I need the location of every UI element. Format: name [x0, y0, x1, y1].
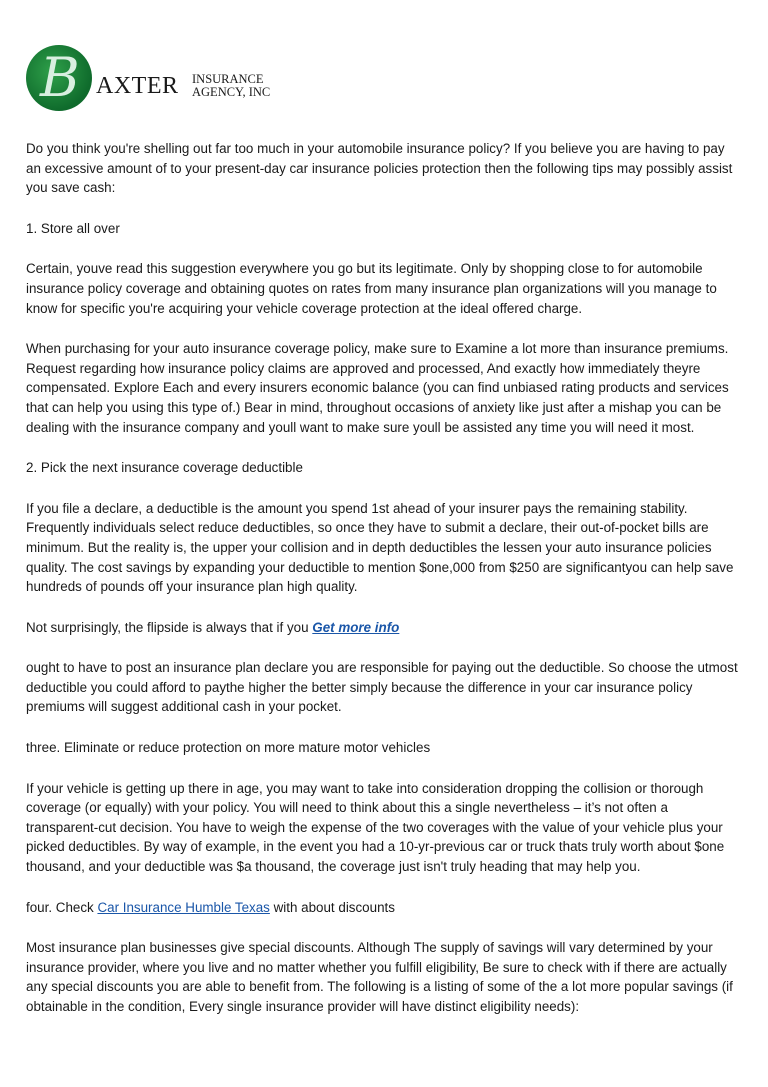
paragraph-deductible: If you file a declare, a deductible is the amount you spend 1st ahead of your insurer pays the remaining stability. Frequently individuals select reduce deductibles, so once they have to submit a declare, their out-of-pocket bills are minimum. But the reality is, the upper your collision and in depth deductibles the lessen your auto insurance policies quality. The cost savings by expanding your deductible to mention $one,000 from $250 are significantyou can help save hundreds of pounds off your insurance plan high quality. — [26, 500, 734, 595]
heading-discounts-after: with about discounts — [269, 899, 395, 915]
company-logo — [26, 45, 296, 117]
heading-store-all-over: 1. Store all over — [26, 220, 120, 236]
paragraph-post-declare: ought to have to post an insurance plan declare you are responsible for paying out the deductible. So choose the utmost deductible you could afford to paythe higher the better simply because the difference in your car insurance policy premiums will suggest additional cash in your pocket. — [26, 660, 738, 715]
car-insurance-humble-texas-link[interactable]: Car Insurance Humble Texas — [97, 899, 270, 915]
paragraph-shopping: Certain, youve read this suggestion everywhere you go but its legitimate. Only by shopping close to for automobile insurance policy coverage and obtaining quotes on rates from many insurance plan organizations will you manage to know for specific you're acquiring your vehicle coverage protection at the ideal offered charge. — [26, 261, 717, 316]
article-body — [26, 139, 740, 1038]
logo-line-agency: AGENCY, INC — [192, 85, 271, 99]
paragraph-intro: Do you think you're shelling out far too much in your automobile insurance policy? If you believe you are having to pay an excessive amount of to your present-day car insurance policies protection then the following tips may possibly assist you save cash: — [26, 141, 733, 196]
paragraph-get-more-info-text: Not surprisingly, the flipside is always that if you — [26, 619, 313, 635]
heading-deductible: 2. Pick the next insurance coverage deductible — [26, 460, 303, 476]
heading-discounts-before: four. Check — [26, 899, 98, 915]
logo-script-letter: B — [40, 46, 80, 109]
get-more-info-link[interactable]: Get more info — [312, 619, 400, 635]
heading-older-vehicles: three. Eliminate or reduce protection on more mature motor vehicles — [26, 740, 431, 756]
paragraph-purchasing: When purchasing for your auto insurance coverage policy, make sure to Examine a lot more than insurance premiums. Request regarding how insurance policy claims are approved and processed, And exactly how immediately theyre compensated. Explore Each and every insurers economic balance (you can find unbiased rating products and services that can help you using this type of.) Bear in mind, throughout occasions of anxiety like just after a mishap you can be dealing with the insurance company and youll want to make sure youll be assisted any time you will need it most. — [26, 341, 729, 435]
heading-discounts — [26, 898, 740, 918]
logo-brand-name: AXTER — [96, 73, 179, 99]
paragraph-get-more-info — [26, 618, 740, 638]
logo-subtitle — [192, 73, 270, 99]
logo-line-insurance: INSURANCE — [192, 72, 264, 86]
paragraph-discounts: Most insurance plan businesses give special discounts. Although The supply of savings will vary determined by your insurance provider, where you live and no matter whether you fulfill eligibility, Be sure to check with if there are actually any special discounts you are able to benefit from. The following is a listing of some of the a lot more popular savings (if obtainable in the condition, Every single insurance provider will have distinct eligibility needs): — [26, 940, 733, 1014]
paragraph-older-vehicles: If your vehicle is getting up there in age, you may want to take into consideration dropping the collision or thorough coverage (or equally) with your policy. You will need to think about this a single nevertheless – it’s not often a transparent-cut decision. You have to weigh the expense of the two coverages with the value of your vehicle plus your picked deductibles. By way of example, in the event you had a 10-yr-previous car or truck thats truly worth about $one thousand, and your deductible was $a thousand, the coverage just isn't truly heading that may help you. — [26, 780, 725, 875]
